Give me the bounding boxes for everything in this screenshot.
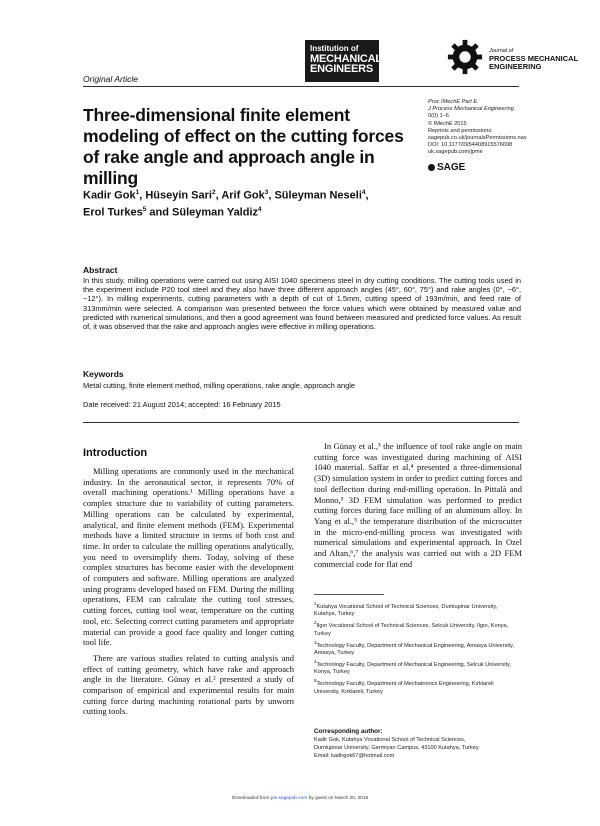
author-name: Kadir Gok [83,189,136,202]
journal-prefix: Journal of [489,48,514,54]
body-column-left [83,466,294,717]
journal-gear-icon [446,38,484,76]
affiliation-item [314,600,519,619]
sage-wordmark: SAGE [437,162,466,173]
author-affil-mark: 4 [258,205,262,213]
meta-journal-line2: J Process Mechanical Engineering [428,106,514,113]
affiliation-item [314,639,519,658]
imeche-logo [305,40,382,82]
author-list: Kadir Gok$^1$, Hüseyin Sari$^2$, Arif Gok$^3$, Süleyman Neseli$^4$, Erol Turkes$^5$ and Süleyman Yaldiz$^4$ [83,189,369,219]
author-name: Hüseyin Sari [145,189,212,202]
article-dates: Date received: 21 August 2014; accepted: 16 February 2015 [83,400,281,409]
author-affil-mark: 5 [142,205,147,213]
imeche-logo-line1: Institution of [310,44,359,53]
affiliation-mark: 2 [314,620,317,626]
affiliation-text: Technology Faculty, Department of Mechanical Engineering, Selcuk University, Konya, Turkey [314,661,511,676]
imeche-logo-line2: MECHANICAL [310,53,382,65]
sage-dot-icon [428,164,435,171]
journal-name [489,48,578,71]
author-affil-mark: 4 [361,189,366,196]
download-footer [0,796,600,801]
corresponding-author [314,737,519,760]
affiliation-mark: 3 [314,639,317,645]
footer-link[interactable]: pie.sagepub.com [270,796,308,801]
corresponding-line2: Dumlupinar University, Germiyan Campus, 43100 Kutahya, Turkey. [314,744,480,751]
author-affil-mark: 1 [135,189,140,196]
affiliation-item [314,677,519,696]
meta-journal-line1: Proc IMechE Part E: [428,99,479,105]
affiliation-mark: 5 [314,678,317,684]
keywords-text: Metal cutting, finite element method, milling operations, rake angle, approach angle [83,381,355,390]
intro-paragraph-1: Milling operations are commonly used in the mechanical industry. In the aeronautical sector, it represents 70% of overall machining operations.¹ Milling operations have a complex structure due to variability of cutting parameters. Milling operations can be calculated by experimental, analytical, and finite element methods (FEM). Experimental methods have a limited structure in terms of both cost and time. In order to calculate the milling operations analytically, you need to oversimplify them. Today, solving of these complex structures has become easier with the development of computers and software. Milling operations are analyzed using programs developed based on FEM. During the milling operations, FEM can calculate the cutting tool stresses, cutting forces, cutting tool wear, temperature on the cutting tool, etc. Selecting correct cutting parameters and appropriate material can provide a good face quality and longer cutting tool life. [83,466,294,648]
abstract-text: In this study, milling operations were carried out using AISI 1040 specimens steel in dry cutting conditions. The cutting tools used in the experiment include P20 tool steel and they also have three different approach angles (45°, 60°, 75°) and rake angles (0°, −6°, −12°). In milling experiments, cutting parameters with a depth of cut of 1.5mm, cutting speed of 193m/min, and feed rate of 313mm/min were selected. A comparison was presented between the force values which were obtained by measured value and predicted with numerical simulations, and then a good agreement was found between measured and predicted force values. As result of, it was observed that the rake and approach angles were effective in milling operations. [83,276,521,332]
footer-suffix: by guest on March 20, 2015 [308,796,369,801]
header-divider [83,86,519,87]
introduction-heading: Introduction [83,447,148,459]
sage-logo [428,162,465,173]
affiliation-mark: 1 [314,601,317,606]
affiliation-text: Technology Faculty, Department of Mechanical Engineering, Amasya University, Amasya, Turkey [314,642,515,657]
author-name: Erol Turkes [83,206,143,219]
affiliation-text: Kutahya Vocational School of Technical Sciences, Dumlupinar University, Kutahya, Turkey [314,603,498,618]
author-name: Süleyman Neseli [274,189,362,202]
affiliation-text: Technology Faculty, Department of Mechatronics Engineering, Kırklareli University, Kırklareli, Turkey [314,681,494,695]
corresponding-line1: Kadir Gok, Kutahya Vocational School of Technical Sciences, [314,737,466,743]
author-affil-mark: 3 [264,189,269,196]
affiliation-item [314,658,519,677]
author-affil-mark: 2 [211,189,216,196]
abstract-heading: Abstract [83,265,118,275]
corresponding-email[interactable]: Email: kadirgok67@hotmail.com [314,752,395,759]
meta-volume: 0(0) 1–6 [428,113,449,120]
meta-journal-url[interactable]: uk.sagepub.com/jpme [428,149,483,156]
keywords-heading: Keywords [83,369,124,379]
author-name: Arif Gok [221,189,265,202]
meta-doi[interactable]: DOI: 10.1177/0954408915576698 [428,142,513,149]
meta-permissions-link[interactable]: sagepub.co.uk/journalsPermissions.nav [428,135,527,142]
imeche-logo-line3: ENGINEERS [310,63,373,75]
article-type: Original Article [83,74,138,84]
affiliation-mark: 4 [314,659,317,665]
journal-name-line2: ENGINEERING [489,62,542,71]
meta-copyright: © IMechE 2015 [428,120,467,127]
intro-paragraph-2: There are various studies related to cutting analysis and effect of cutting geometry, which have rake and approach angle in the literature. Günay et al.² presented a study of comparison of empirical and experimental results for main cutting force during machining rotational parts by unworn cutting tools. [83,652,294,717]
corresponding-author-heading: Corresponding author: [314,728,383,735]
affiliations [314,600,519,697]
meta-reprints-label: Reprints and permissions: [428,127,493,134]
author-name: Süleyman Yaldiz [172,206,259,219]
publication-meta [428,99,538,157]
article-title: Three-dimensional finite element modeling of effect on the cutting forces of rake angle and approach angle in milling [83,105,404,188]
body-column-right [314,441,522,569]
footer-prefix: Downloaded from [231,796,270,801]
intro-paragraph-3: In Günay et al.,³ the influence of tool rake angle on main cutting force was investigated during machining of AISI 1040 material. Saffar et al.⁴ presented a three-dimensional (3D) simulation system in order to predict cutting forces and tool deflection during end-milling operation. In Pittalà and Monno,⁵ 3D FEM simulation was performed to predict cutting forces during face milling of an aluminum alloy. In Yang et al.,⁵ the temperature distribution of the microcutter in the micro-end-milling process was investigated with numerical simulations and experimental approach. In Ozel and Altan,⁶,⁷ the analysis was carried out with a 2D FEM commercial code for flat end [314,441,522,569]
affiliation-text: Ilgın Vocational School of Technical Sciences, Selcuk University, Ilgın, Konya, Turkey [314,623,509,637]
affiliation-item [314,619,519,638]
abstract-divider [83,422,519,423]
footnote-divider [314,594,384,595]
journal-name-line1: PROCESS MECHANICAL [489,54,579,63]
